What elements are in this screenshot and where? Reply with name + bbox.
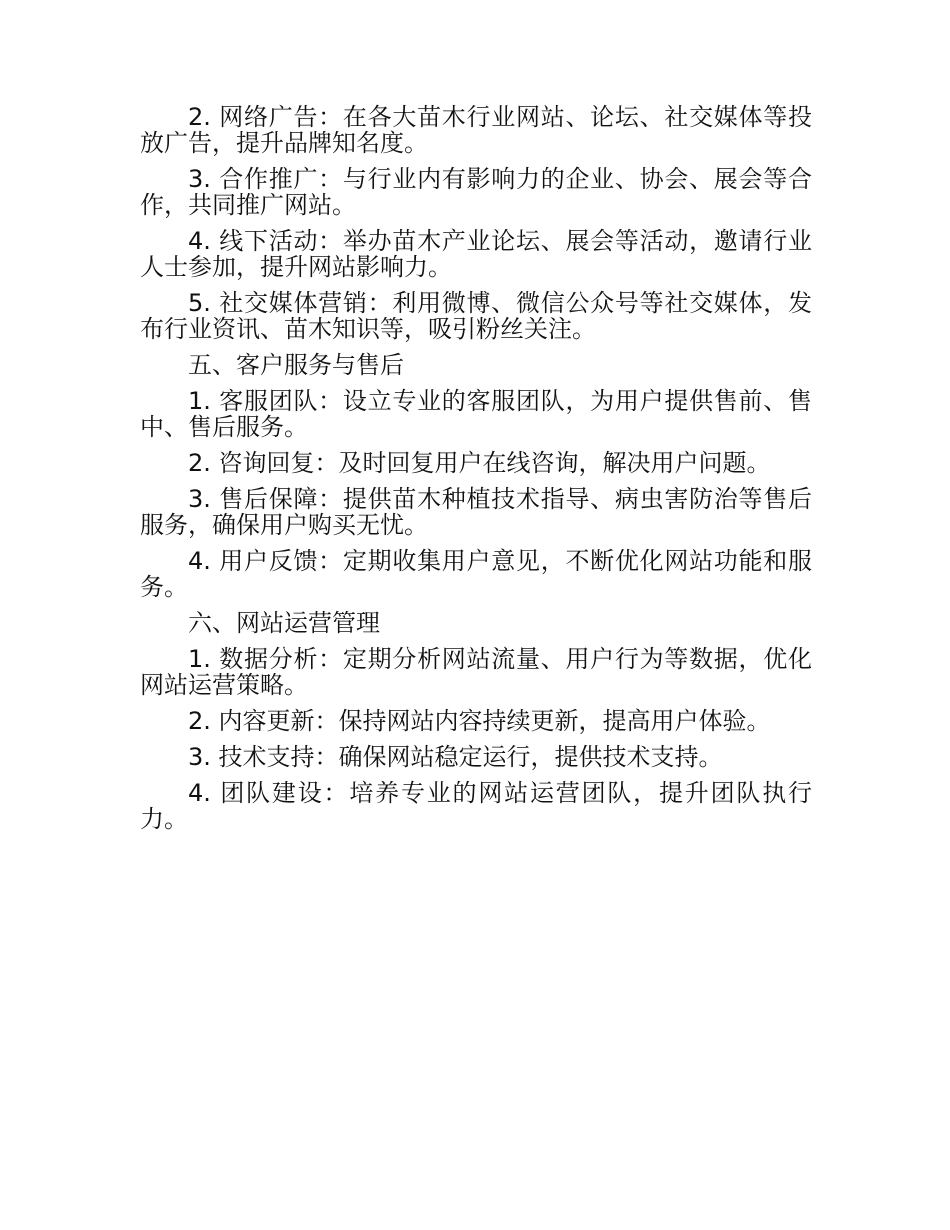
paragraph-offline-events: 4. 线下活动：举办苗木产业论坛、展会等活动，邀请行业人士参加，提升网站影响力。: [140, 227, 812, 281]
paragraph-data-analysis: 1. 数据分析：定期分析网站流量、用户行为等数据，优化网站运营策略。: [140, 645, 812, 699]
paragraph-consultation-reply: 2. 咨询回复：及时回复用户在线咨询，解决用户问题。: [188, 449, 771, 477]
paragraph-content-update: 2. 内容更新：保持网站内容持续更新，提高用户体验。: [188, 707, 771, 735]
paragraph-social-media-marketing: 5. 社交媒体营销：利用微博、微信公众号等社交媒体，发布行业资讯、苗木知识等，吸引粉丝关注。: [140, 289, 812, 343]
paragraph-user-feedback: 4. 用户反馈：定期收集用户意见，不断优化网站功能和服务。: [140, 547, 812, 601]
section-heading-website-operations: 六、网站运营管理: [188, 609, 380, 637]
paragraph-technical-support: 3. 技术支持：确保网站稳定运行，提供技术支持。: [188, 743, 723, 771]
document-body: [140, 104, 812, 842]
paragraph-cooperation-promotion: 3. 合作推广：与行业内有影响力的企业、协会、展会等合作，共同推广网站。: [140, 165, 812, 219]
paragraph-service-team: 1. 客服团队：设立专业的客服团队，为用户提供售前、售中、售后服务。: [140, 387, 812, 441]
paragraph-after-sales-guarantee: 3. 售后保障：提供苗木种植技术指导、病虫害防治等售后服务，确保用户购买无忧。: [140, 485, 812, 539]
section-heading-customer-service: 五、客户服务与售后: [188, 351, 404, 379]
paragraph-network-ads: 2. 网络广告：在各大苗木行业网站、论坛、社交媒体等投放广告，提升品牌知名度。: [140, 103, 812, 157]
paragraph-team-building: 4. 团队建设：培养专业的网站运营团队，提升团队执行力。: [140, 779, 812, 833]
